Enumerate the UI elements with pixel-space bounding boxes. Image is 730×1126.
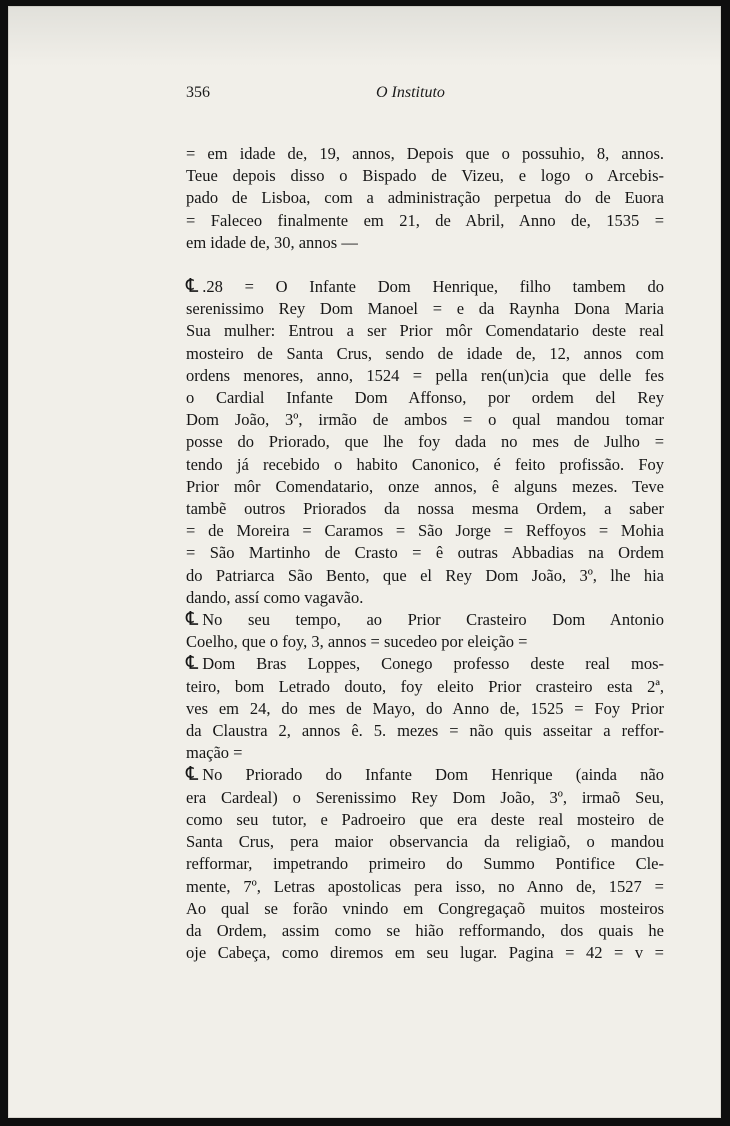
text-line	[186, 764, 664, 786]
text-line-content: Dom Bras Loppes, Conego professo deste real mos-	[202, 654, 664, 674]
text-line: Teue depois disso o Bispado de Vizeu, e logo o Arcebis-	[186, 166, 664, 186]
text-line: posse do Priorado, que lhe foy dada no mes de Julho =	[186, 432, 664, 452]
pilcrow-mark: ℄	[186, 609, 199, 631]
paragraph-4	[186, 653, 664, 764]
page-stain	[8, 6, 721, 66]
text-line: oje Cabeça, como diremos em seu lugar. Pagina = 42 = v =	[186, 943, 664, 963]
text-line: do Patriarca São Bento, que el Rey Dom João, 3º, lhe hia	[186, 565, 664, 585]
page-body	[186, 143, 664, 964]
text-line: pado de Lisboa, com a administração perpetua do de Euora	[186, 188, 664, 208]
text-line: teiro, bom Letrado douto, foy eleito Prior crasteiro esta 2ª,	[186, 676, 664, 696]
text-line: ordens menores, anno, 1524 = pella ren(un)cia que delle fes	[186, 365, 664, 385]
text-line: mente, 7º, Letras apostolicas pera isso, no Anno de, 1527 =	[186, 876, 664, 896]
text-line: Prior môr Comendatario, onze annos, ê alguns mezes. Teve	[186, 476, 664, 496]
page-number: 356	[186, 84, 210, 101]
paragraph-1	[186, 143, 664, 254]
paragraph-3	[186, 609, 664, 653]
text-line: era Cardeal) o Serenissimo Rey Dom João, 3º, irmaõ Seu,	[186, 787, 664, 807]
paragraph-gap	[186, 254, 664, 276]
text-line: = São Martinho de Crasto = ê outras Abbadias na Ordem	[186, 543, 664, 563]
text-line: Santa Crus, pera maior observancia da religiaõ, o mandou	[186, 832, 664, 852]
paragraph-5	[186, 764, 664, 964]
book-page	[8, 6, 721, 1118]
text-line	[186, 653, 664, 675]
text-line	[186, 276, 664, 298]
text-line: Dom João, 3º, irmão de ambos = o qual mandou tomar	[186, 410, 664, 430]
text-line-content: No seu tempo, ao Prior Crasteiro Dom Antonio	[202, 610, 664, 630]
text-line: dando, assí como vagavão.	[186, 587, 364, 607]
text-line: mação =	[186, 743, 243, 763]
text-line: Ao qual se forão vnindo em Congregaçaõ muitos mosteiros	[186, 898, 664, 918]
text-line: ves em 24, do mes de Mayo, do Anno de, 1525 = Foy Prior	[186, 698, 664, 718]
text-line: serenissimo Rey Dom Manoel = e da Raynha Dona Maria	[186, 299, 664, 319]
pilcrow-mark: ℄	[186, 653, 199, 675]
pilcrow-mark: ℄	[186, 276, 199, 298]
paragraph-2	[186, 276, 664, 609]
text-line: como seu tutor, e Padroeiro que era deste real mosteiro de	[186, 809, 664, 829]
text-line: tendo já recebido o habito Canonico, é feito profissão. Foy	[186, 454, 664, 474]
text-line: em idade de, 30, annos —	[186, 232, 358, 252]
running-title: O Instituto	[376, 84, 445, 101]
text-line: da Claustra 2, annos ê. 5. mezes = não quis asseitar a reffor-	[186, 721, 664, 741]
text-line: mosteiro de Santa Crus, sendo de idade de, 12, annos com	[186, 343, 664, 363]
text-line: tambẽ outros Priorados da nossa mesma Ordem, a saber	[186, 499, 664, 519]
page-header	[186, 84, 664, 110]
text-line: refformar, impetrando primeiro do Summo Pontifice Cle-	[186, 854, 664, 874]
text-line: da Ordem, assim como se hião refformando, dos quais he	[186, 920, 664, 940]
text-line: = de Moreira = Caramos = São Jorge = Reffoyos = Mohia	[186, 521, 664, 541]
text-line: o Cardial Infante Dom Affonso, por ordem del Rey	[186, 388, 664, 408]
pilcrow-mark: ℄	[186, 764, 199, 786]
text-line	[186, 609, 664, 631]
text-line: = Faleceo finalmente em 21, de Abril, Anno de, 1535 =	[186, 210, 664, 230]
text-line: Sua mulher: Entrou a ser Prior môr Comendatario deste real	[186, 321, 664, 341]
text-line-content: .28 = O Infante Dom Henrique, filho tambem do	[202, 277, 664, 297]
text-line: Coelho, que o foy, 3, annos = sucedeo por eleição =	[186, 632, 528, 652]
text-line: = em idade de, 19, annos, Depois que o possuhio, 8, annos.	[186, 144, 664, 163]
text-line-content: No Priorado do Infante Dom Henrique (ainda não	[202, 765, 664, 785]
